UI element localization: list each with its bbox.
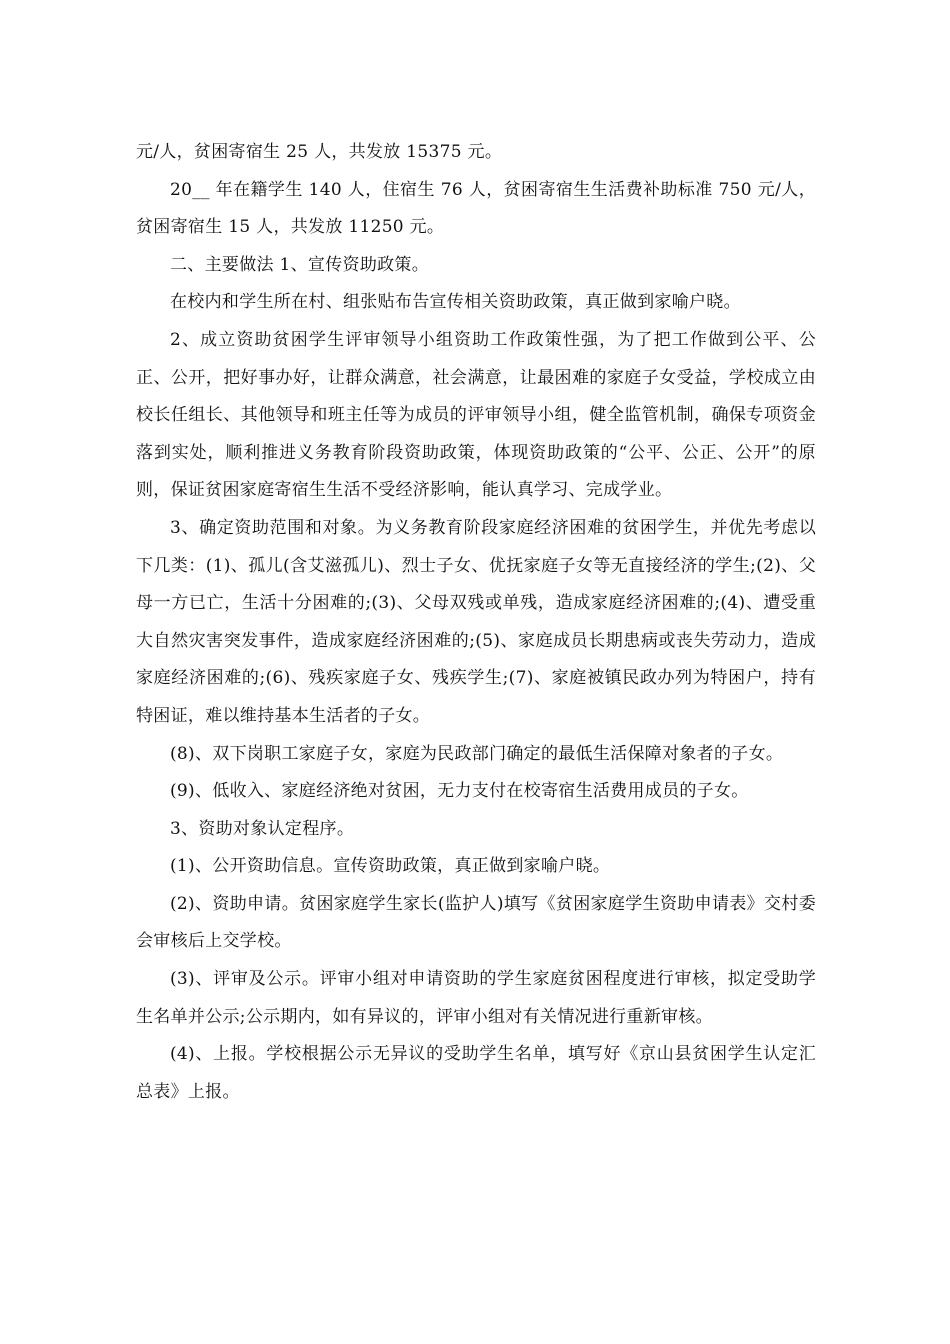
paragraph-1: 元/人，贫困寄宿生 25 人，共发放 15375 元。 bbox=[136, 142, 503, 162]
paragraph-6: 3、确定资助范围和对象。为义务教育阶段家庭经济困难的贫困学生，并优先考虑以下几类：(1)、孤儿(含艾滋孤儿)、烈士子女、优抚家庭子女等无直接经济的学生;(2)、父母一方已亡，生活十分困难的;(3)、父母双残或单残，造成家庭经济困难的;(4)、遭受重大自然灾害突发事件，造成家庭经济困难的;(5)、家庭成员长期患病或丧失劳动力，造成家庭经济困难的;(6)、残疾家庭子女、残疾学生;(7)、家庭被镇民政办列为特困户，持有特困证，难以维持基本生活者的子女。 bbox=[136, 517, 816, 726]
paragraph-10: (1)、公开资助信息。宣传资助政策，真正做到家喻户晓。 bbox=[170, 856, 611, 877]
paragraph-4: 在校内和学生所在村、组张贴布告宣传相关资助政策，真正做到家喻户晓。 bbox=[170, 292, 741, 313]
section-heading: 二、主要做法 1、宣传资助政策。 bbox=[170, 254, 430, 275]
paragraph-12: (3)、评审及公示。评审小组对申请资助的学生家庭贫困程度进行审核，拟定受助学生名单并公示;公示期内，如有异议的，评审小组对有关情况进行重新审核。 bbox=[136, 969, 816, 1027]
subheading-procedure: 3、资助对象认定程序。 bbox=[170, 818, 355, 839]
paragraph-2: 20__ 年在籍学生 140 人，住宿生 76 人，贫困寄宿生生活费补助标准 750 元/人，贫困寄宿生 15 人，共发放 11250 元。 bbox=[136, 179, 816, 238]
paragraph-13: (4)、上报。学校根据公示无异议的受助学生名单，填写好《京山县贫困学生认定汇总表》上报。 bbox=[136, 1044, 816, 1102]
paragraph-11: (2)、资助申请。贫困家庭学生家长(监护人)填写《贫困家庭学生资助申请表》交村委会审核后上交学校。 bbox=[136, 893, 816, 952]
paragraph-5: 2、成立资助贫困学生评审领导小组资助工作政策性强，为了把工作做到公平、公正、公开，把好事办好，让群众满意，社会满意，让最困难的家庭子女受益，学校成立由校长任组长、其他领导和班主任等为成员的评审领导小组，健全监管机制，确保专项资金落到实处，顺利推进义务教育阶段资助政策，体现资助政策的“公平、公正、公开”的原则，保证贫困家庭寄宿生生活不受经济影响，能认真学习、完成学业。 bbox=[136, 329, 816, 501]
paragraph-7: (8)、双下岗职工家庭子女，家庭为民政部门确定的最低生活保障对象者的子女。 bbox=[170, 743, 784, 764]
document-page bbox=[136, 134, 816, 1111]
paragraph-8: (9)、低收入、家庭经济绝对贫困，无力支付在校寄宿生活费用成员的子女。 bbox=[170, 781, 749, 802]
